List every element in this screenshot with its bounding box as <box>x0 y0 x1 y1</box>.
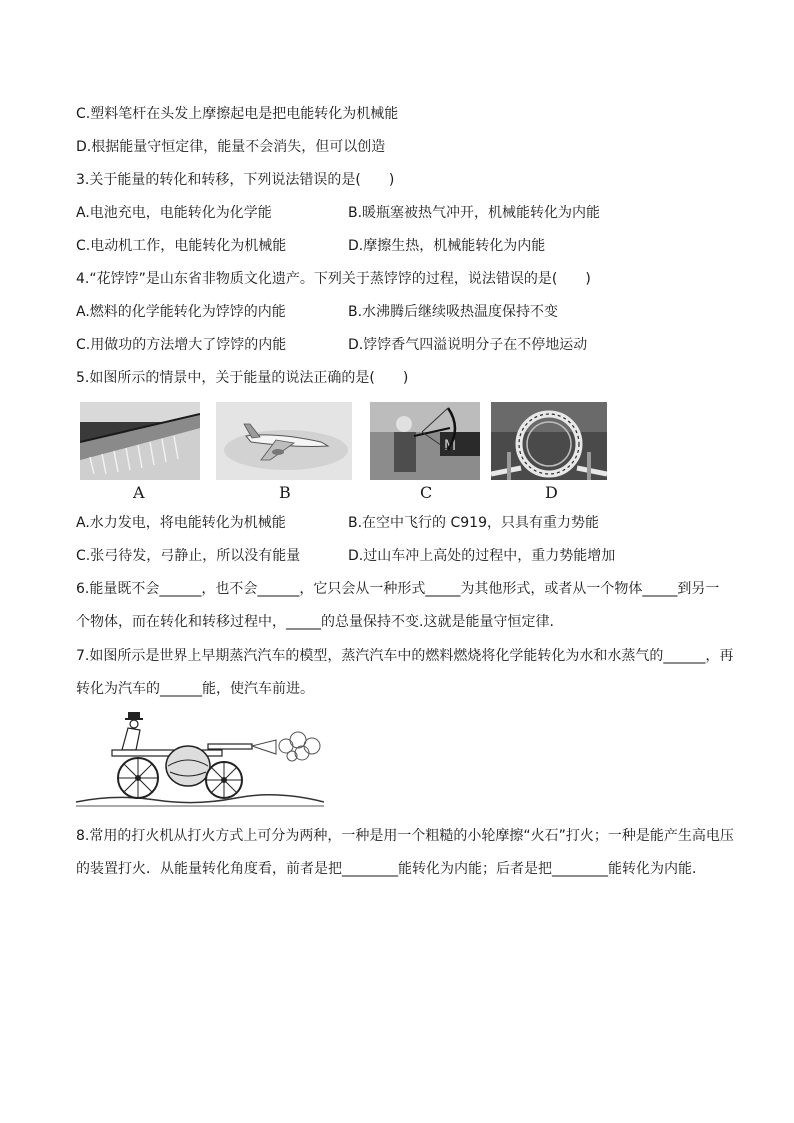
figure-d-roller-coaster <box>491 402 607 480</box>
q4-option-a: A.燃料的化学能转化为饽饽的内能 <box>76 304 286 320</box>
q3-option-a: A.电池充电，电能转化为化学能 <box>76 205 272 221</box>
q5-option-c: C.张弓待发，弓静止，所以没有能量 <box>76 548 301 564</box>
q8-line-1: 8.常用的打火机从打火方式上可分为两种，一种是用一个粗糙的小轮摩擦“火石”打火；一种是能产生高电压 <box>76 828 734 844</box>
svg-text:M: M <box>444 438 457 454</box>
q5-option-d: D.过山车冲上高处的过程中，重力势能增加 <box>348 548 616 564</box>
q3-stem: 3.关于能量的转化和转移，下列说法错误的是( ) <box>76 172 395 188</box>
figure-d-label: D <box>545 483 558 502</box>
q6-line-2: 个物体，而在转化和转移过程中，_____的总量保持不变.这就是能量守恒定律. <box>76 614 554 630</box>
q8-line-2: 的装置打火．从能量转化角度看，前者是把________能转化为内能；后者是把________能转化为内能． <box>76 861 706 877</box>
figure-c-label: C <box>420 483 433 502</box>
q4-stem: 4.“花饽饽”是山东省非物质文化遗产。下列关于蒸饽饽的过程，说法错误的是( ) <box>76 271 591 287</box>
q3-option-b: B.暖瓶塞被热气冲开，机械能转化为内能 <box>348 205 601 221</box>
q2-option-c: C.塑料笔杆在头发上摩擦起电是把电能转化为机械能 <box>76 106 399 122</box>
figure-b-airplane <box>216 402 352 480</box>
q6-line-1: 6.能量既不会______，也不会______，它只会从一种形式_____为其他形式，或者从一个物体_____到另一 <box>76 581 720 597</box>
figure-steam-car <box>76 706 324 808</box>
figure-c-archer <box>370 402 480 480</box>
q3-option-c: C.电动机工作，电能转化为机械能 <box>76 238 287 254</box>
q4-option-c: C.用做功的方法增大了饽饽的内能 <box>76 337 287 353</box>
q4-option-d: D.饽饽香气四溢说明分子在不停地运动 <box>348 337 588 353</box>
q5-stem: 5.如图所示的情景中，关于能量的说法正确的是( ) <box>76 370 409 386</box>
figure-a-hydropower <box>80 402 200 480</box>
q7-line-1: 7.如图所示是世界上早期蒸汽汽车的模型，蒸汽汽车中的燃料燃烧将化学能转化为水和水蒸气的______，再 <box>76 648 734 664</box>
figure-b-label: B <box>279 483 291 502</box>
q4-option-b: B.水沸腾后继续吸热温度保持不变 <box>348 304 559 320</box>
q2-option-d: D.根据能量守恒定律，能量不会消失，但可以创造 <box>76 139 386 155</box>
q5-option-a: A.水力发电，将电能转化为机械能 <box>76 515 286 531</box>
q5-option-b: B.在空中飞行的 C919，只具有重力势能 <box>348 515 600 531</box>
q7-line-2: 转化为汽车的______能，使汽车前进。 <box>76 681 314 697</box>
figure-a-label: A <box>133 483 145 502</box>
q3-option-d: D.摩擦生热，机械能转化为内能 <box>348 238 546 254</box>
